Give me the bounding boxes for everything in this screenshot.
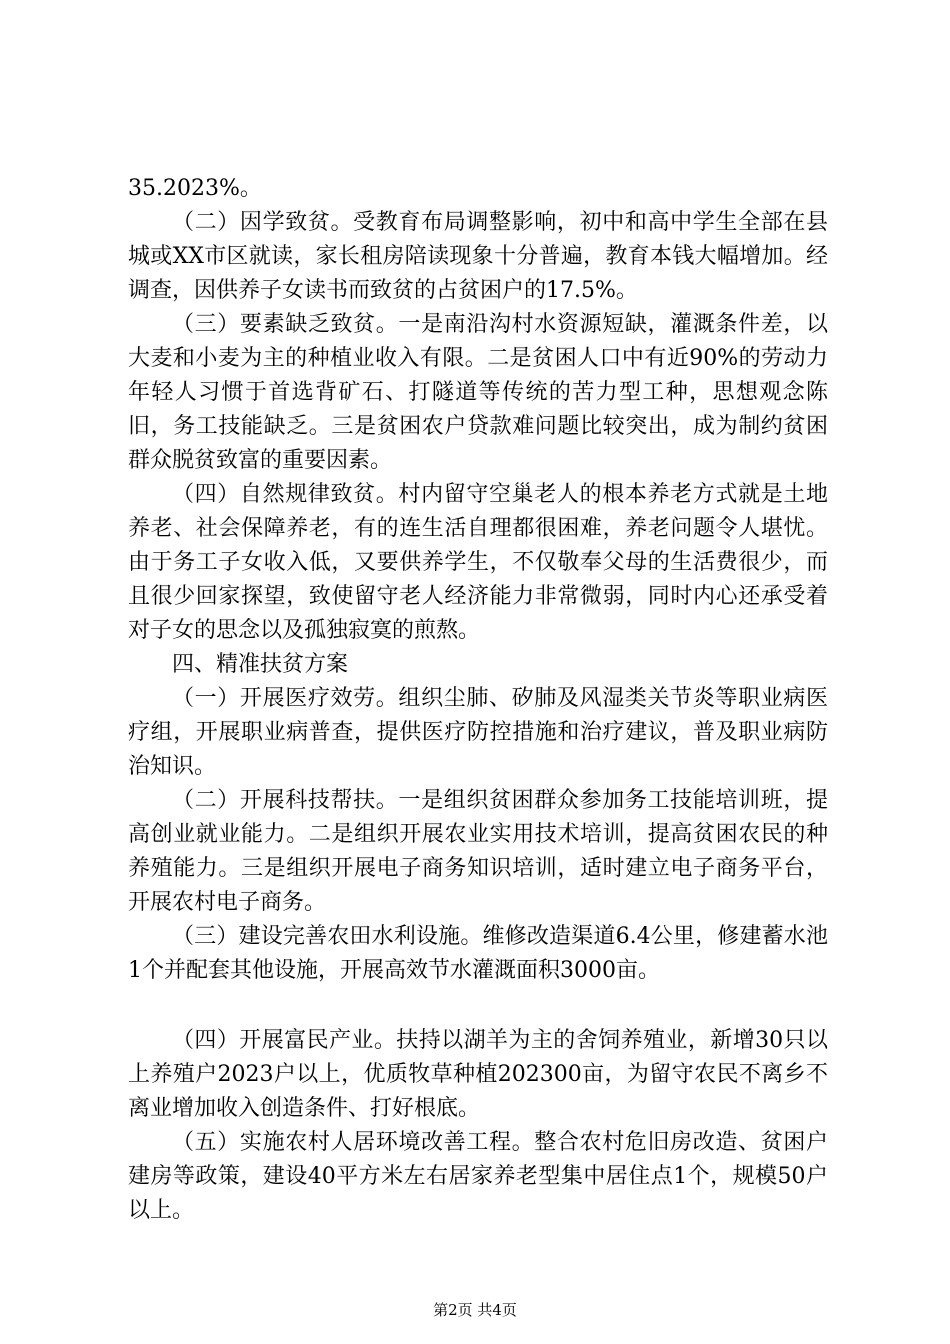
paragraph-medical-service: （一）开展医疗效劳。组织尘肺、矽肺及风湿类关节炎等职业病医疗组，开展职业病普查，提供医疗防控措施和治疗建议，普及职业病防治知识。 bbox=[128, 686, 828, 779]
paragraph-housing: （五）实施农村人居环境改善工程。整合农村危旧房改造、贫困户建房等政策，建设40平方米左右居家养老型集中居住点1个，规模50户以上。 bbox=[128, 1130, 828, 1223]
paragraph-resource-poverty: （三）要素缺乏致贫。一是南沿沟村水资源短缺，灌溉条件差，以大麦和小麦为主的种植业收入有限。二是贫困人口中有近90%的劳动力年轻人习惯于首选背矿石、打隧道等传统的苦力型工种，思想观念陈旧，务工技能缺乏。三是贫困农户贷款难问题比较突出，成为制约贫困群众脱贫致富的重要因素。 bbox=[128, 312, 828, 473]
section-heading-plan: 四、精准扶贫方案 bbox=[172, 652, 349, 677]
paragraph-tech-support: （二）开展科技帮扶。一是组织贫困群众参加务工技能培训班，提高创业就业能力。二是组织开展农业实用技术培训，提高贫困农民的种养殖能力。三是组织开展电子商务知识培训，适时建立电子商务平台，开展农村电子商务。 bbox=[128, 788, 828, 915]
paragraph-irrigation: （三）建设完善农田水利设施。维修改造渠道6.4公里，修建蓄水池1个并配套其他设施，开展高效节水灌溉面积3000亩。 bbox=[128, 924, 828, 983]
paragraph-education-poverty: （二）因学致贫。受教育布局调整影响，初中和高中学生全部在县城或XX市区就读，家长租房陪读现象十分普遍，教育本钱大幅增加。经调查，因供养子女读书而致贫的占贫困户的17.5%。 bbox=[128, 210, 828, 303]
paragraph-gap bbox=[128, 988, 828, 1024]
paragraph-natural-poverty: （四）自然规律致贫。村内留守空巢老人的根本养老方式就是土地养老、社会保障养老，有的连生活自理都很困难，养老问题令人堪忧。由于务工子女收入低，又要供养学生，不仅敬奉父母的生活费很少，而且很少回家探望，致使留守老人经济能力非常微弱，同时内心还承受着对子女的思念以及孤独寂寞的煎熬。 bbox=[128, 482, 828, 643]
document-body bbox=[128, 172, 828, 1228]
page-number-footer: 第2页 共4页 bbox=[433, 1301, 517, 1319]
paragraph-industry: （四）开展富民产业。扶持以湖羊为主的舍饲养殖业，新增30只以上养殖户2023户以上，优质牧草种植202300亩，为留守农民不离乡不离业增加收入创造条件、打好根底。 bbox=[128, 1028, 828, 1121]
paragraph-continuation: 35.2023%。 bbox=[128, 176, 262, 201]
